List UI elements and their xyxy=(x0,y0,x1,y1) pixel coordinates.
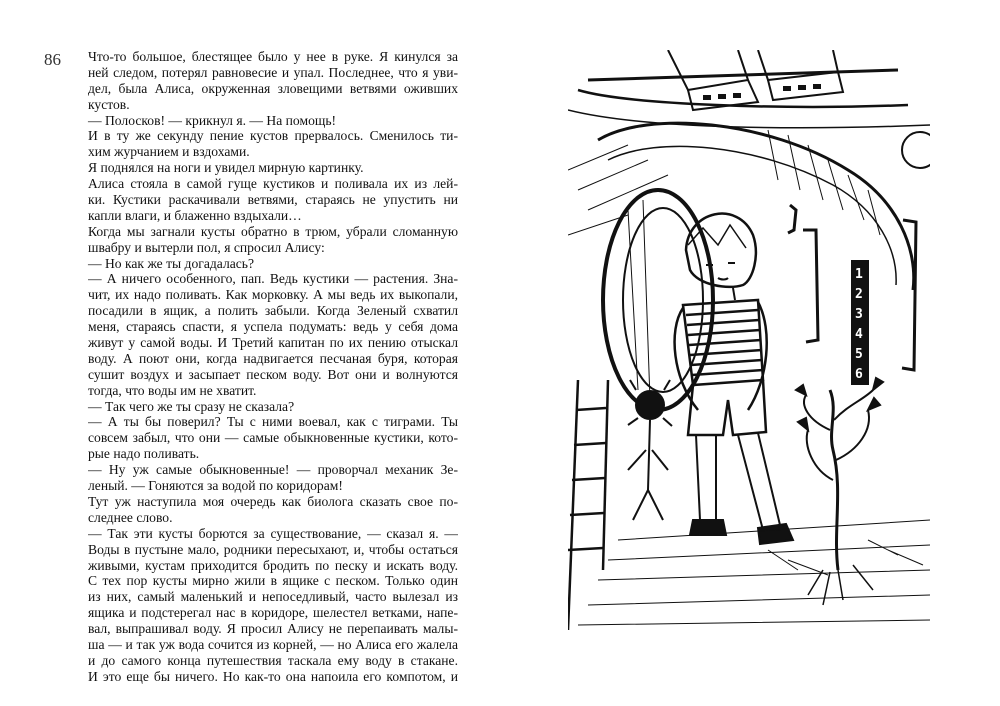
panel-digit: 2 xyxy=(855,287,863,302)
text-line: и до самого конца путешествия таскала ему воду в стакане. xyxy=(88,652,458,668)
text-line: воду. А поют они, когда надвигается песчаная буря, которая xyxy=(88,350,458,366)
text-line: Что-то большое, блестящее было у нее в руке. Я кинулся за xyxy=(88,49,458,64)
text-line: живыми, кустам приходится бродить по песку и искать воду. xyxy=(88,557,458,573)
page-number: 86 xyxy=(44,50,61,69)
text-line: — А ничего особенного, пап. Ведь кустики — растения. Зна- xyxy=(88,271,458,287)
text-line: кустов. xyxy=(88,96,130,112)
text-line: — Ну уж самые обыкновенные! — проворчал механик Зе- xyxy=(88,462,458,478)
text-line: рые надо поливать. xyxy=(88,446,200,462)
text-line: из них, самый маленький и непоседливый, часто вылезал из xyxy=(88,589,458,605)
text-line: И в ту же секунду пение кустов прервалось. Сменилось ти- xyxy=(88,128,458,144)
text-line: Воды в пустыне мало, родники пересыхают, и, чтобы остаться xyxy=(88,541,458,557)
panel-digit: 4 xyxy=(855,327,863,342)
text-line: хим журчанием и вздохами. xyxy=(88,144,250,160)
text-line: — Так эти кусты борются за существование, — сказал я. — xyxy=(88,525,458,541)
text-line: меня, стараясь спасти, я успела подумать: ведь у себя дома xyxy=(88,319,458,335)
text-line: С тех пор кусты мирно жили в ящике с песком. Только один xyxy=(88,573,458,589)
text-line: ней следом, потерял равновесие и упал. Последнее, что я уви- xyxy=(88,64,458,80)
text-line: живут у самой воды. И Третий капитан по их пению отыскал xyxy=(88,335,458,351)
body-text xyxy=(88,49,458,685)
text-line: следнее слово. xyxy=(88,509,173,525)
text-line: леный. — Гоняются за водой по коридорам! xyxy=(88,478,343,494)
text-line: Тут уж наступила моя очередь как биолога сказать свое по- xyxy=(88,493,458,509)
illustration xyxy=(568,50,930,630)
text-line: сушит воздух и засыпает песком воду. Вот они и волнуются xyxy=(88,366,458,382)
text-line: посадили в ящик, а полить забыли. Когда Зеленый схватил xyxy=(88,303,458,319)
panel-digit: 3 xyxy=(855,307,863,322)
text-line: ки. Кустики раскачивали ветвями, стараясь не упустить ни xyxy=(88,192,458,208)
text-line: вал, выпрашивал воду. Я просил Алису не перепаивать малы- xyxy=(88,621,458,637)
text-line: ша — и так уж вода сочится из корней, — но Алиса его жалела xyxy=(88,636,458,652)
text-line: Алиса стояла в самой гуще кустиков и поливала их из лей- xyxy=(88,176,458,192)
text-line: чит, их надо поливать. Как морковку. А мы ведь их выкопали, xyxy=(88,287,458,303)
text-line: — Но как же ты догадалась? xyxy=(88,255,255,271)
panel-digit: 6 xyxy=(855,367,863,382)
text-line: — Так чего же ты сразу не сказала? xyxy=(88,398,295,414)
text-line: швабру и вытерли пол, я спросил Алису: xyxy=(88,239,325,255)
text-line: капли влаги, и блаженно вздыхали… xyxy=(88,207,302,223)
text-line: — Полосков! — крикнул я. — На помощь! xyxy=(88,112,337,128)
ink-illustration-icon xyxy=(568,50,930,630)
panel-digit: 5 xyxy=(855,347,863,362)
text-line: ящика и подстерегал нас в коридоре, шелестел ветками, напе- xyxy=(88,605,458,621)
panel-digit: 1 xyxy=(855,267,863,282)
text-line: тогда, что воды им не хватит. xyxy=(88,382,257,398)
text-line: дел, была Алиса, окруженная зловещими ветвями оживших xyxy=(88,80,458,96)
text-line: Когда мы загнали кусты обратно в трюм, убрали сломанную xyxy=(88,223,458,239)
text-line: Я поднялся на ноги и увидел мирную картинку. xyxy=(88,160,364,176)
text-line: — А ты бы поверил? Ты с ними воевал, как с тиграми. Ты xyxy=(88,414,458,430)
text-line: И это еще бы ничего. Но как-то она напоила его компотом, и xyxy=(88,668,458,684)
text-line: совсем забыл, что они — самые обыкновенные кустики, кото- xyxy=(88,430,458,446)
